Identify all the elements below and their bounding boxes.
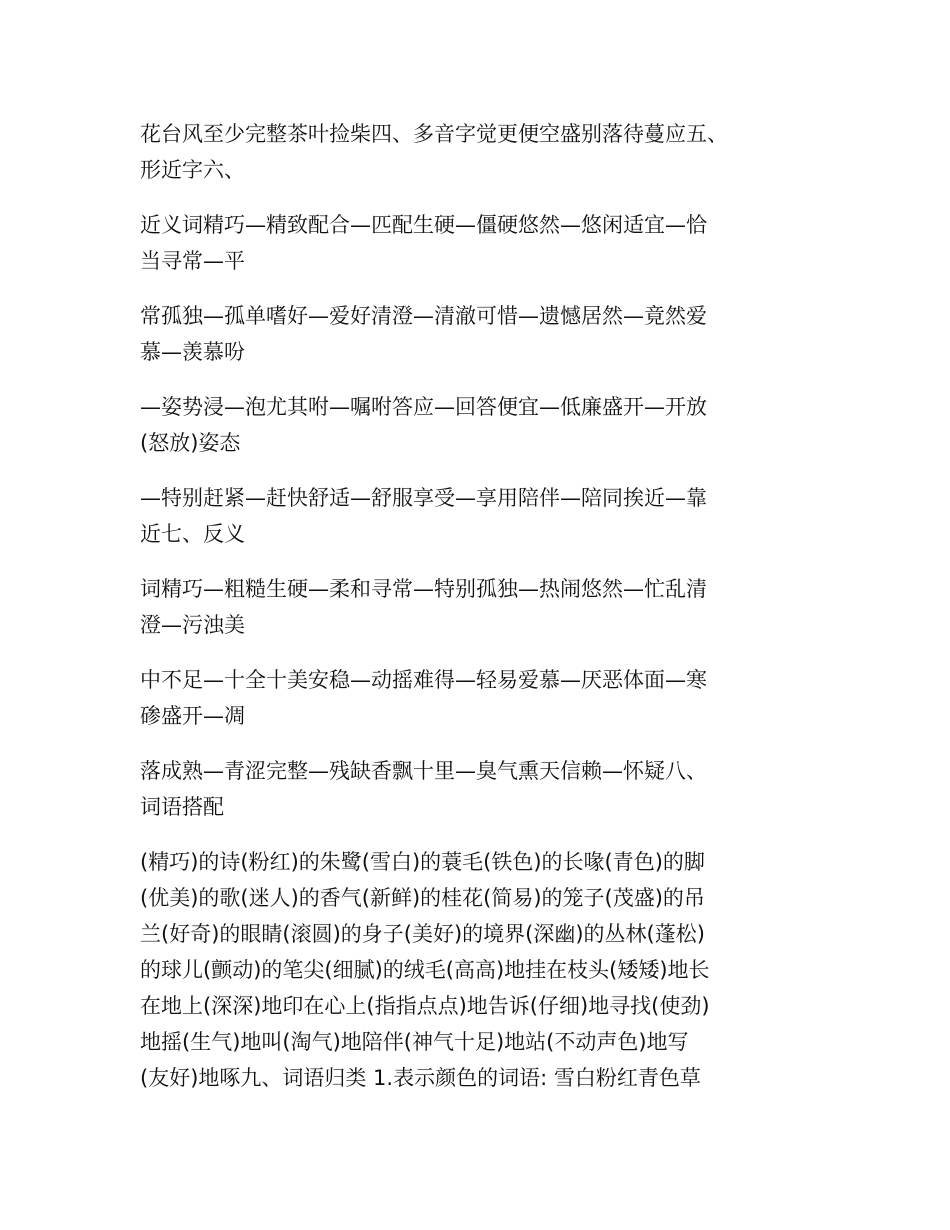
paragraph-1 xyxy=(140,116,812,188)
paragraph-3 xyxy=(140,298,812,370)
paragraph-2 xyxy=(140,207,812,279)
paragraph-4 xyxy=(140,389,812,461)
paragraph-7 xyxy=(140,662,812,734)
text-line: 澄—污浊美 xyxy=(140,613,245,637)
text-line: —特别赶紧—赶快舒适—舒服享受—享用陪伴—陪同挨近—靠 xyxy=(140,486,707,510)
text-line: 兰(好奇)的眼睛(滚圆)的身子(美好)的境界(深幽)的丛林(蓬松) xyxy=(140,922,705,946)
text-line: 近义词精巧—精致配合—匹配生硬—僵硬悠然—悠闲适宜—恰 xyxy=(140,213,707,237)
text-line: 的球儿(颤动)的笔尖(细腻)的绒毛(高高)地挂在枝头(矮矮)地长 xyxy=(140,958,710,982)
text-line: 形近字六、 xyxy=(140,158,245,182)
text-line: 花台风至少完整茶叶捡柴四、多音字觉更便空盛别落待蔓应五、 xyxy=(140,122,728,146)
text-line: 落成熟—青涩完整—残缺香飘十里—臭气熏天信赖—怀疑八、 xyxy=(140,759,707,783)
text-line: 地摇(生气)地叫(淘气)地陪伴(神气十足)地站(不动声色)地写 xyxy=(140,1030,689,1054)
paragraph-9 xyxy=(140,844,812,1096)
text-line: (优美)的歌(迷人)的香气(新鲜)的桂花(简易)的笼子(茂盛)的吊 xyxy=(140,886,705,910)
text-line: —姿势浸—泡尤其咐—嘱咐答应—回答便宜—低廉盛开—开放 xyxy=(140,395,707,419)
text-line: (怒放)姿态 xyxy=(140,431,241,455)
text-line: 当寻常—平 xyxy=(140,249,245,273)
text-line: 慕—羡慕吩 xyxy=(140,340,245,364)
text-line: 在地上(深深)地印在心上(指指点点)地告诉(仔细)地寻找(使劲) xyxy=(140,994,710,1018)
text-line: 常孤独—孤单嗜好—爱好清澄—清澈可惜—遗憾居然—竟然爱 xyxy=(140,304,707,328)
text-line: 词精巧—粗糙生硬—柔和寻常—特别孤独—热闹悠然—忙乱清 xyxy=(140,577,707,601)
text-line: 词语搭配 xyxy=(140,795,224,819)
text-line: 中不足—十全十美安稳—动摇难得—轻易爱慕—厌恶体面—寒 xyxy=(140,668,707,692)
paragraph-5 xyxy=(140,480,812,552)
text-line: (精巧)的诗(粉红)的朱鹭(雪白)的蓑毛(铁色)的长喙(青色)的脚 xyxy=(140,850,705,874)
paragraph-6 xyxy=(140,571,812,643)
text-line: 近七、反义 xyxy=(140,522,245,546)
text-line: (友好)地啄九、词语归类 1.表示颜色的词语: 雪白粉红青色草 xyxy=(140,1066,701,1090)
document-body xyxy=(140,116,812,1115)
text-line: 碜盛开—凋 xyxy=(140,704,245,728)
paragraph-8 xyxy=(140,753,812,825)
